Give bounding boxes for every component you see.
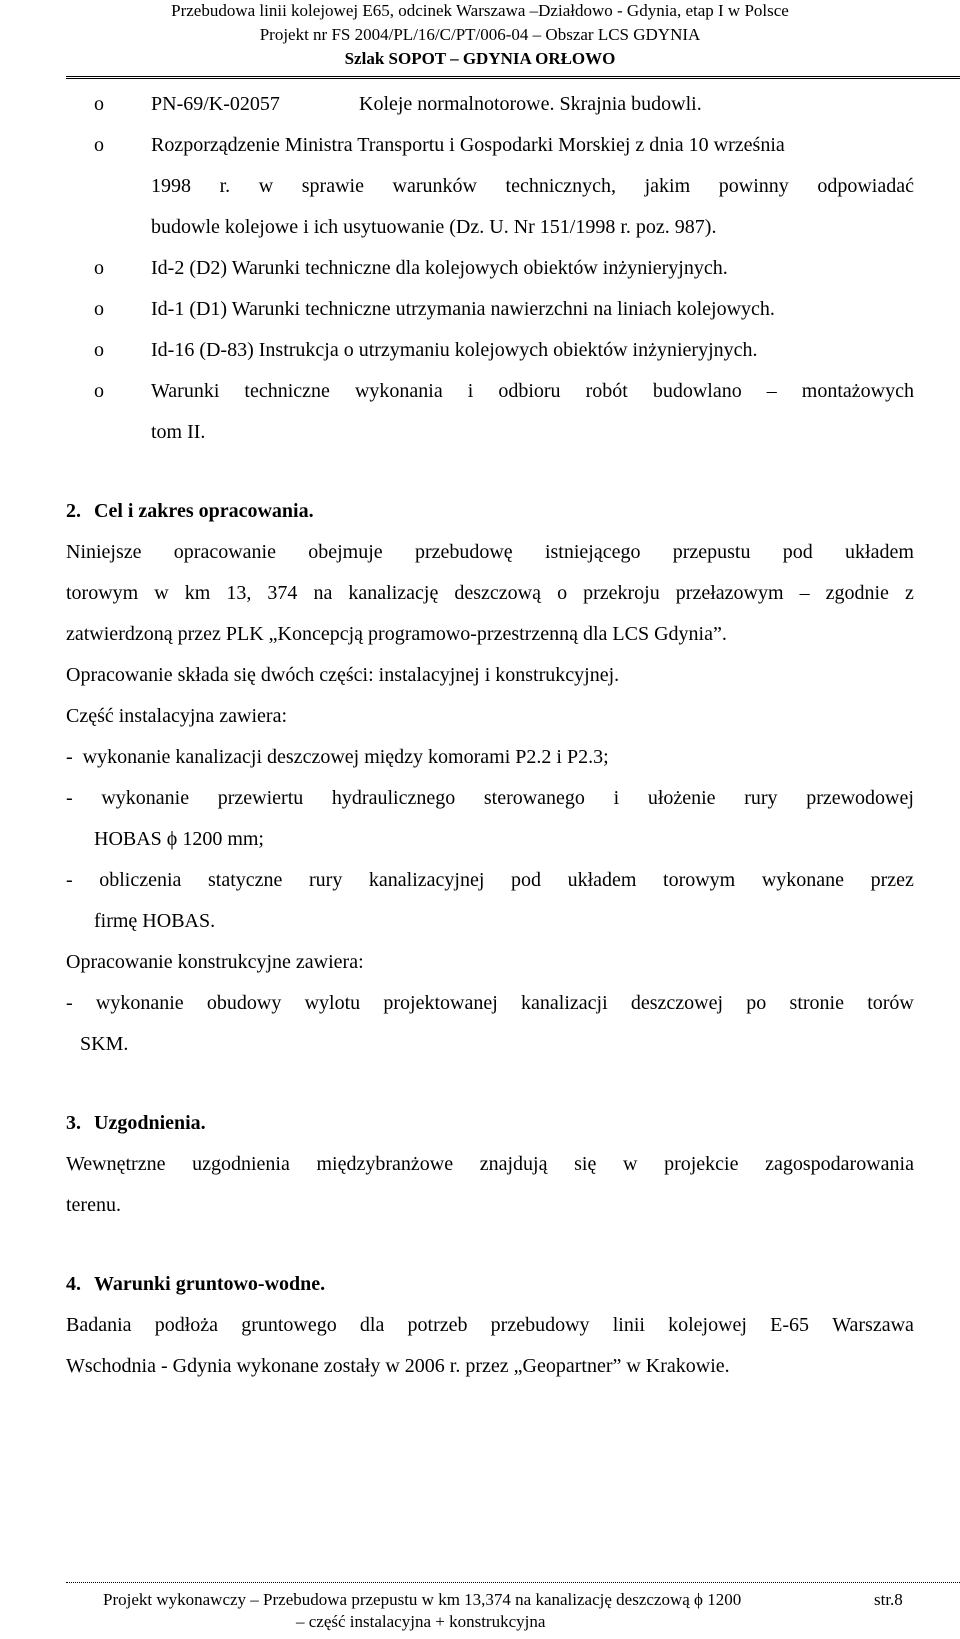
- dash-item-4-cont: SKM.: [80, 1033, 129, 1055]
- word: projekcie: [664, 1153, 739, 1175]
- word: się: [574, 1153, 597, 1175]
- word: po: [746, 992, 767, 1014]
- ref-3: Id-2 (D2) Warunki techniczne dla kolejowych obiektów inżynieryjnych.: [151, 257, 728, 279]
- word: Warszawa: [832, 1314, 914, 1336]
- word: w: [258, 175, 274, 197]
- word: –: [799, 582, 810, 604]
- word: międzybranżowe: [316, 1153, 454, 1175]
- section-2-title: Cel i zakres opracowania.: [94, 500, 314, 522]
- word: obejmuje: [308, 541, 383, 563]
- word: 374: [267, 582, 298, 604]
- word: jakim: [644, 175, 691, 197]
- word: o: [557, 582, 568, 604]
- word: budowlano: [652, 380, 742, 402]
- word: Badania: [66, 1314, 132, 1336]
- word: 1998: [151, 175, 191, 197]
- footer-divider: [66, 1582, 960, 1583]
- word: z: [904, 582, 914, 604]
- word: hydraulicznego: [331, 787, 456, 809]
- header-line-3: Szlak SOPOT – GDYNIA ORŁOWO: [344, 49, 616, 68]
- word: opracowanie: [173, 541, 276, 563]
- section-4-line-2: Wschodnia - Gdynia wykonane zostały w 2006 r. przez „Geopartner” w Krakowie.: [66, 1355, 730, 1377]
- word: przez: [870, 869, 914, 891]
- word: znajdują: [479, 1153, 548, 1175]
- word: przewodowej: [806, 787, 914, 809]
- section-2-number: 2.: [66, 500, 81, 522]
- word: sprawie: [301, 175, 364, 197]
- word: deszczowej: [630, 992, 724, 1014]
- word: przekroju: [583, 582, 660, 604]
- word: w: [622, 1153, 638, 1175]
- section-2-para-line-2: [66, 582, 914, 605]
- word: rury: [744, 787, 778, 809]
- word: przepustu: [672, 541, 751, 563]
- word: robót: [585, 380, 628, 402]
- word: przebudowy: [490, 1314, 590, 1336]
- bullet-marker: o: [94, 380, 104, 402]
- word: istniejącego: [544, 541, 641, 563]
- word: pod: [782, 541, 813, 563]
- section-4-line-1: [66, 1314, 914, 1337]
- word: E-65: [770, 1314, 810, 1336]
- word: w: [154, 582, 169, 604]
- word: -: [66, 787, 73, 809]
- word: wykonane: [761, 869, 845, 891]
- word: obliczenia: [99, 869, 182, 891]
- section-2-para-line-1: [66, 541, 914, 564]
- word: przebudowę: [414, 541, 513, 563]
- word: zgodnie: [825, 582, 889, 604]
- word: deszczową: [454, 582, 542, 604]
- footer-line-2: – część instalacyjna + konstrukcyjna: [296, 1612, 546, 1631]
- bullet-marker: o: [94, 339, 104, 361]
- word: powinny: [718, 175, 789, 197]
- header-line-1: Przebudowa linii kolejowej E65, odcinek Warszawa –Działdowo - Gdynia, etap I w Polsce: [171, 1, 789, 20]
- word: obudowy: [206, 992, 282, 1014]
- section-3-line-1: [66, 1153, 914, 1176]
- word: Wewnętrzne: [66, 1153, 166, 1175]
- word: montażowych: [801, 380, 914, 402]
- ref-6-line-1: [151, 380, 914, 403]
- word: gruntowego: [241, 1314, 337, 1336]
- word: odbioru: [498, 380, 561, 402]
- word: stronie: [789, 992, 844, 1014]
- word: warunków: [392, 175, 477, 197]
- word: na: [313, 582, 333, 604]
- page-number: str.8: [874, 1590, 903, 1609]
- word: wykonanie: [95, 992, 184, 1014]
- ref-6-line-2: tom II.: [151, 421, 206, 443]
- section-2-para-line-3: zatwierdzoną przez PLK „Koncepcją programowo-przestrzenną dla LCS Gdynia”.: [66, 623, 727, 645]
- section-4-title: Warunki gruntowo-wodne.: [94, 1273, 326, 1295]
- word: przełazowym: [675, 582, 784, 604]
- word: kolejowej: [668, 1314, 747, 1336]
- word: –: [766, 380, 777, 402]
- word: ułożenie: [647, 787, 716, 809]
- word: km: [184, 582, 211, 604]
- header-divider: [66, 76, 960, 79]
- word: układem: [567, 869, 637, 891]
- word: techniczne: [244, 380, 330, 402]
- dash-item-3-cont: firmę HOBAS.: [94, 910, 216, 932]
- word: zagospodarowania: [765, 1153, 914, 1175]
- word: wykonanie: [101, 787, 190, 809]
- dash-item-2: [66, 787, 914, 810]
- section-3-line-2: terenu.: [66, 1194, 121, 1216]
- word: uzgodnienia: [192, 1153, 290, 1175]
- section-2-para-2: Opracowanie składa się dwóch części: instalacyjnej i konstrukcyjnej.: [66, 664, 620, 686]
- header-line-2: Projekt nr FS 2004/PL/16/C/PT/006-04 – Obszar LCS GDYNIA: [259, 25, 701, 44]
- word: wykonania: [354, 380, 443, 402]
- word: technicznych,: [505, 175, 617, 197]
- section-2-para-3: Część instalacyjna zawiera:: [66, 705, 287, 727]
- ref-1-code: PN-69/K-02057: [151, 93, 280, 115]
- word: torowym: [663, 869, 736, 891]
- bullet-marker: o: [94, 93, 104, 115]
- section-2-para-4: Opracowanie konstrukcyjne zawiera:: [66, 951, 364, 973]
- word: odpowiadać: [817, 175, 914, 197]
- word: wylotu: [304, 992, 361, 1014]
- ref-2-line-1: Rozporządzenie Ministra Transportu i Gospodarki Morskiej z dnia 10 września: [151, 134, 785, 156]
- word: pod: [510, 869, 541, 891]
- word: rury: [309, 869, 343, 891]
- word: dla: [359, 1314, 385, 1336]
- bullet-marker: o: [94, 134, 104, 156]
- section-4-number: 4.: [66, 1273, 81, 1295]
- word: linii: [612, 1314, 645, 1336]
- word: kanalizacji: [521, 992, 608, 1014]
- word: układem: [845, 541, 914, 563]
- word: sterowanego: [483, 787, 585, 809]
- word: torowym: [66, 582, 139, 604]
- section-3-number: 3.: [66, 1112, 81, 1134]
- ref-2-line-2: [151, 175, 914, 198]
- footer-line-1: Projekt wykonawczy – Przebudowa przepustu w km 13,374 na kanalizację deszczową ϕ 1200: [103, 1590, 742, 1609]
- word: -: [66, 992, 73, 1014]
- dash-item-4: [66, 992, 914, 1015]
- word: potrzeb: [407, 1314, 468, 1336]
- bullet-marker: o: [94, 298, 104, 320]
- ref-2-line-3: budowle kolejowe i ich usytuowanie (Dz. U. Nr 151/1998 r. poz. 987).: [151, 216, 717, 238]
- ref-4: Id-1 (D1) Warunki techniczne utrzymania nawierzchni na liniach kolejowych.: [151, 298, 775, 320]
- word: projektowanej: [383, 992, 498, 1014]
- word: Warunki: [151, 380, 220, 402]
- ref-5: Id-16 (D-83) Instrukcja o utrzymaniu kolejowych obiektów inżynieryjnych.: [151, 339, 758, 361]
- word: statyczne: [208, 869, 283, 891]
- dash-item-3: [66, 869, 914, 892]
- word: -: [66, 869, 73, 891]
- word: r.: [219, 175, 231, 197]
- word: podłoża: [154, 1314, 219, 1336]
- word: 13,: [226, 582, 252, 604]
- word: kanalizacyjnej: [368, 869, 485, 891]
- bullet-marker: o: [94, 257, 104, 279]
- word: kanalizację: [348, 582, 439, 604]
- word: i: [467, 380, 474, 402]
- dash-item-2-cont: HOBAS ϕ 1200 mm;: [94, 828, 264, 850]
- word: torów: [867, 992, 914, 1014]
- word: Niniejsze: [66, 541, 142, 563]
- ref-1-title: Koleje normalnotorowe. Skrajnia budowli.: [359, 93, 702, 115]
- word: i: [613, 787, 620, 809]
- word: przewiertu: [217, 787, 304, 809]
- section-3-title: Uzgodnienia.: [94, 1112, 206, 1134]
- dash-item-1: - wykonanie kanalizacji deszczowej między komorami P2.2 i P2.3;: [66, 746, 609, 768]
